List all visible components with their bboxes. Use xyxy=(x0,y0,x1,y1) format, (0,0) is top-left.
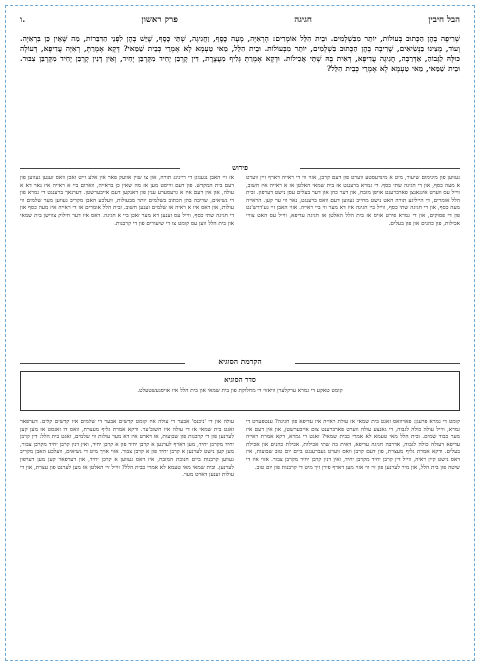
sugya-box-description: קומט טאקע די גמרא ערקלערן וויאזוי די מחלוקת פון בית שמאי און בית הלל איז אויסגעשטעלט. xyxy=(137,388,343,394)
series-title: הבל חיבין xyxy=(428,15,460,25)
page-content xyxy=(20,14,460,652)
perush-columns xyxy=(20,175,460,349)
gemara-text: שְׁרִיפָה בָּהֶן הַכָּתוּב בְּעוֹלוֹת, יוֹתֵר מִבִּשְׁלָמִים. וּבֵית הִלֵּל אוֹמְרִים: הָרְאִיָּה, מָעָה כֶּסֶף, וַחֲגִיגָה, שְׁתֵּי כֶּסֶף, שֶׁיֵּשׁ בָּהֶן לִפְנֵי הַדִּבֵּרוֹת, מַה שֶּׁאֵין כֵּן בִּרְאִיָּה. וְעוֹד, מָצִינוּ בַּנְּשִׂיאִים, שֶׁרִיבָה בָּהֶן הַכָּתוּב בִּשְׁלָמִים, יוֹתֵר מִבְּעוֹלוֹת. וּבֵית הִלֵּל, מַאי טַעְמָא לָא אָמְרֵי כְּבֵית שַׁמַּאי? דְּקָא אָמְרַתְּ, רְאִיָּה עֲדִיפָא, דְּעוֹלָה כּוּלָּהּ לַגָּבוֹהַ, אַדְּרַבָּה, חֲגִיגָה עֲדִיפָא, דְּאִית בָּהּ שְׁתֵּי אֲכִילוֹת. וּדְקָא אָמְרַתְּ גְּלִיף מִעֲצֶרֶת, דִּין קָרְבַּן יָחִיד מִקָּרְבַּן יָחִיד, וְאֵין דָּנִין קָרְבַּן יָחִיד מִקָּרְבַּן צִבּוּר. וּבֵית שַׁמַּאי, מַאי טַעְמָא לָא אָמְרֵי כְּבֵית הִלֵּל? xyxy=(20,34,460,73)
hakdama-heading: הקדמת הסוגיא xyxy=(20,357,460,368)
sugya-columns xyxy=(20,419,460,643)
perush-column-right: געווען פון מינימום שיעור, מיט א מינדעסטע ווערט פון דעם קרבן, אזוי ווי די ראייה דארף זיין ווערט א מעה כסף, און די חגיגה שתי כסף. די גמרא ברענגט אז בית שמאי האלטן אז א ראייה איז חשוב, ווייל עס ווערט אינגאנצן פארברענט אויפן מזבח, און דער כהן און דער בעלים עסן נישט דערפון. ובית הלל אומרים, די הייליגע תורה האט נישט מחייב געווען דעם וואס ברענגט, נאר ווי ער קען. הראייה מעה כסף, און די חגיגה שתי כסף, ווייל ביי חגיגה איז דא מער ווי ביי ראייה. אזוי האבן זיי גע'דרש'נט פון די פסוקים, און די גמרא פירט אויס אז בית הלל האלטן אז חגיגה עדיפא, ווייל עס האט צוויי אכילות, פון כהנים און פון בעלים. xyxy=(246,175,460,227)
sugya-column-left: עולה און די 'ניכנס' אבער די עולה איז קומט קדשים אבער די שלמים איז קדשים קלים. דערפאר זאגט בית שמאי אז די עולה איז חשוב'ער. ודקא אמרת גליף מעצרת, וואס דו זאגסט אז מען קען לערנען פון די קרבנות פון שבועות, אז דארט איז דא מער עולות ווי שלמים, זאגט בית הלל: דין קרבן יחיד מקרבן יחיד, מען דארף לערנען א קרבן יחיד פון א קרבן יחיד, ואין דנין קרבן יחיד מקרבן צבור, מען קען נישט לערנען א קרבן יחיד פון א קרבן צבור. אזוי אויך מיט די נשיאים, וועלכע האבן מקריב געווען קרבנות ביים חנוכת המזבח, איז דאס געווען א קרבן יחיד, און דערפאר קען מען דערפון לערנען. ובית שמאי מאי טעמא לא אמרי כבית הלל? ווייל זיי האלטן אז מען לערנט פון עצרת, און די עולות זענען דארט מער. xyxy=(20,419,234,479)
perush-column-left: אז זיי האבן נגענוגן די ריינינג תורה, און צו שוין אוועק פאר אין אלע זייט זאכן וואס זענען געווען פון דעם בית המקדש. פון דעם ווייסט מען אז מה שאין כן בראייה, ווארום ביי א ראייה איז נאר דא א עולה, און אין דעם איז א גרעסערע ענין פון דאנקען דעם אייבערשטן. דערנאך ברענגט די גמרא פון די נשיאים, שריבה בהן הכתוב בשלמים יותר מבעולות, וועלכע האבן מקריב געווען מער שלמים ווי עולות, און דאס איז א ראיה אז שלמים זענען חשוב. ובית הלל אומרים אז די ראייה איז מעה כסף און די חגיגה שתי כסף, ווייל עס זענען דא מער זאכן ביי א חגיגה. דאס איז דער חילוק צווישן בית שמאי און בית הלל ווען עס קומט צו די שיעורים פון די קרבנות. xyxy=(20,175,234,227)
tractate-title: חגיגה xyxy=(294,15,312,25)
perush-title: פירוש xyxy=(232,163,248,172)
page-header xyxy=(20,14,460,28)
perush-heading xyxy=(20,162,460,173)
sugya-box-title: סדר הסוגיא xyxy=(224,375,256,384)
chapter-title: פרק ראשון xyxy=(141,15,178,25)
page-number: ו. xyxy=(20,15,26,25)
sugya-column-right: קומט די גמרא פרעגן: פארוואס זאגט בית שמאי אז עולת ראייה איז עדיפא פון חגיגה? ענטפערט די גמרא, ווייל עולה כולה לגבוה, די גאנצע עולה ווערט פארברענט צום אייבערשטן, און אין דעם איז מער כבוד שמים. ובית הלל מאי טעמא לא אמרי כבית שמאי? זאגט די גמרא, דקא אמרת ראייה עדיפא דעולה כולה לגבוה, אדרבה חגיגה עדיפא, דאית בה שתי אכילות, אכילת כהנים און אכילת בעלים. ודקא אמרת גליף מעצרת, פון דעם קרבן וואס ווערט געברענגט ביים יום טוב שבועות, איז דאס נישט קיין ראיה, ווייל דין קרבן יחיד מקרבן יחיד, ואין דנין קרבן יחיד מקרבן צבור. אזוי איז די שיטה פון בית הלל, און מיר לערנען פון זיי ווי אזוי מען דארף פירן זיך מיט די קרבנות פון יום טוב. xyxy=(246,419,460,471)
page-frame xyxy=(5,5,475,661)
sugya-order-box xyxy=(20,371,460,411)
